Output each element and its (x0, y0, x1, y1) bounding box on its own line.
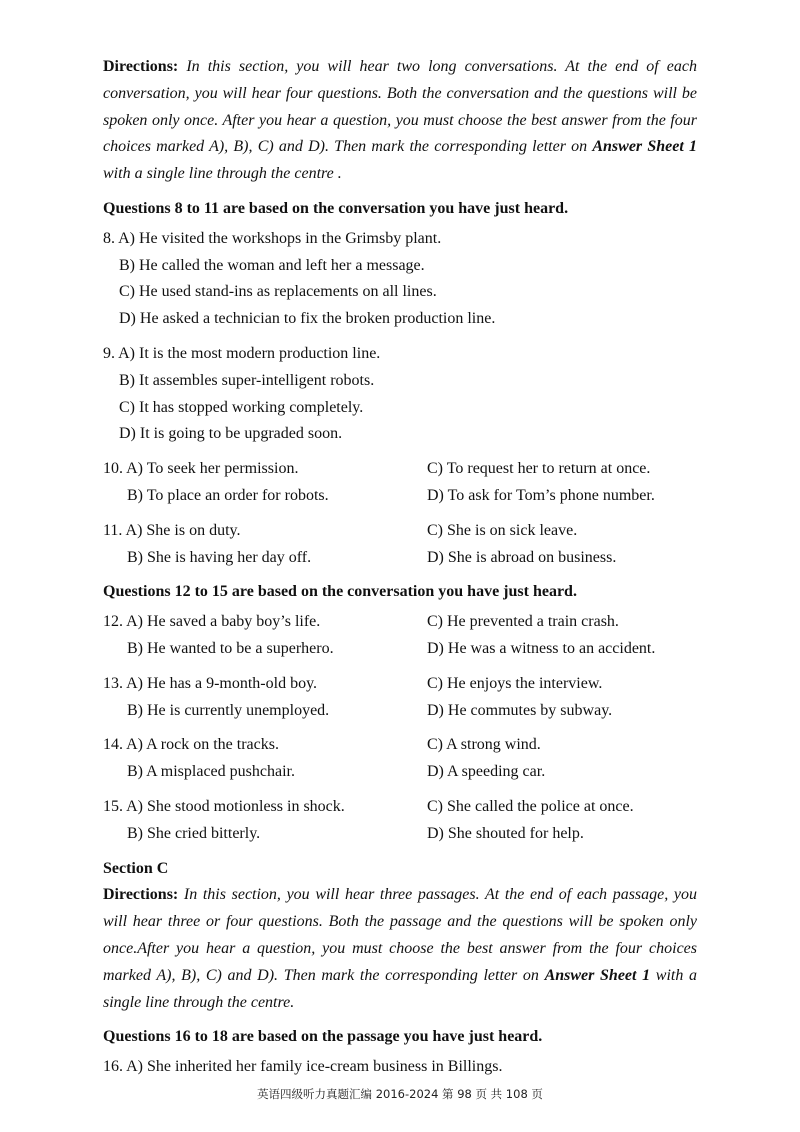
option-15b: B) She cried bitterly. (127, 824, 261, 842)
question-13 (103, 671, 697, 725)
question-9 (103, 341, 697, 448)
directions-section-b (103, 54, 697, 188)
directions-section-c (103, 882, 697, 1016)
option-11c: C) She is on sick leave. (427, 521, 578, 539)
option-11b: B) She is having her day off. (127, 548, 312, 566)
option-15a: 15. A) She stood motionless in shock. (103, 797, 345, 815)
option-10a: 10. A) To seek her permission. (103, 460, 299, 478)
option-8a: 8. A) He visited the workshops in the Grimsby plant. (103, 229, 442, 247)
directions-text: In this section, you will hear three passages. At the end of each passage, you will hear three or four questions. Both the passage and the questions will be spoken only once.After you hear a question, you must choose the best answer from the four choices marked A), B), C) and D). Then mark the corresponding letter on (103, 886, 697, 984)
exam-page (103, 54, 697, 1089)
option-13b: B) He is currently unemployed. (127, 701, 330, 719)
option-11a: 11. A) She is on duty. (103, 521, 241, 539)
option-14d: D) A speeding car. (427, 763, 546, 781)
option-12d: D) He was a witness to an accident. (427, 639, 656, 657)
option-11d: D) She is abroad on business. (427, 548, 617, 566)
option-15d: D) She shouted for help. (427, 824, 584, 842)
question-12 (103, 609, 697, 663)
option-8d: D) He asked a technician to fix the broken production line. (119, 310, 496, 328)
option-9a: 9. A) It is the most modern production line. (103, 344, 381, 362)
question-15 (103, 794, 697, 848)
option-14a: 14. A) A rock on the tracks. (103, 736, 279, 754)
question-11 (103, 518, 697, 572)
answer-sheet-ref: Answer Sheet 1 (592, 138, 698, 156)
option-9d: D) It is going to be upgraded soon. (119, 425, 343, 443)
directions-text-end: with a single line through the centre . (103, 165, 342, 183)
option-12c: C) He prevented a train crash. (427, 613, 619, 631)
page-footer: 英语四级听力真题汇编 2016-2024 第 98 页 共 108 页 (257, 1087, 543, 1101)
option-15c: C) She called the police at once. (427, 797, 634, 815)
option-14c: C) A strong wind. (427, 736, 541, 754)
question-10 (103, 456, 697, 510)
option-8b: B) He called the woman and left her a message. (119, 256, 425, 274)
section-c-title: Section C (103, 859, 169, 877)
option-12b: B) He wanted to be a superhero. (127, 639, 334, 657)
directions-label: Directions: (103, 886, 179, 904)
question-group-heading: Questions 12 to 15 are based on the conversation you have just heard. (103, 583, 577, 601)
option-12a: 12. A) He saved a baby boy’s life. (103, 613, 321, 631)
option-10b: B) To place an order for robots. (127, 486, 329, 504)
question-16 (103, 1054, 697, 1081)
question-group-heading: Questions 8 to 11 are based on the conversation you have just heard. (103, 199, 569, 217)
option-10d: D) To ask for Tom’s phone number. (427, 486, 655, 504)
directions-label: Directions: (103, 58, 179, 75)
option-13c: C) He enjoys the interview. (427, 674, 603, 692)
directions-text-end: with a single line through the centre. (103, 966, 698, 1011)
option-9c: C) It has stopped working completely. (119, 398, 364, 416)
option-8c: C) He used stand-ins as replacements on all lines. (119, 283, 437, 301)
option-14b: B) A misplaced pushchair. (127, 763, 295, 781)
answer-sheet-ref: Answer Sheet 1 (544, 966, 651, 984)
option-10c: C) To request her to return at once. (427, 460, 651, 478)
directions-text: In this section, you will hear two long conversations. At the end of each conversation, you will hear four questions. Both the conversation and the questions will be spoken only once. After you hear a question, you must choose the best answer from the four choices marked A), B), C) and D). Then mark the corresponding letter on (103, 58, 697, 156)
question-group-heading: Questions 16 to 18 are based on the passage you have just heard. (103, 1028, 543, 1046)
option-9b: B) It assembles super-intelligent robots. (119, 371, 375, 389)
question-14 (103, 732, 697, 786)
question-8 (103, 226, 697, 333)
option-16a: 16. A) She inherited her family ice-cream business in Billings. (103, 1058, 503, 1076)
option-13a: 13. A) He has a 9-month-old boy. (103, 674, 318, 692)
option-13d: D) He commutes by subway. (427, 701, 613, 719)
